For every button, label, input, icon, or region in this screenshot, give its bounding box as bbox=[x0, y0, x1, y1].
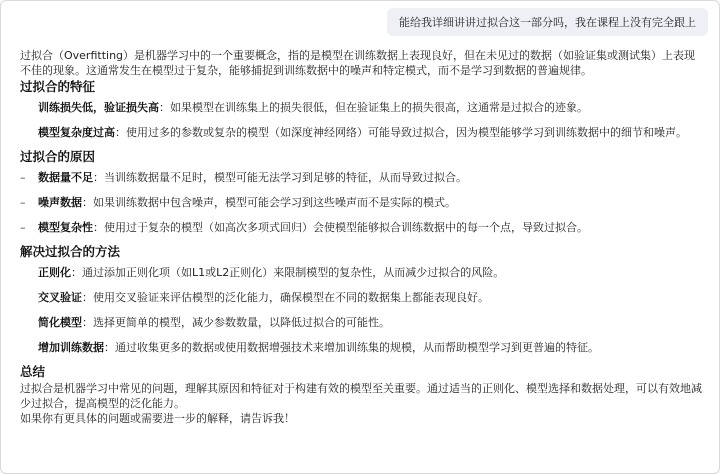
summary-paragraph: 过拟合是机器学习中常见的问题，理解其原因和特征对于构建有效的模型至关重要。通过适当的正则化、模型选择和数据处理，可以有效地减少过拟合，提高模型的泛化能力。 bbox=[20, 382, 702, 410]
summary-heading: 总结 bbox=[20, 364, 46, 379]
user-message-text: 能给我详细讲讲过拟合这一部分吗，我在课程上没有完全跟上 bbox=[399, 16, 696, 29]
cause-item bbox=[20, 195, 704, 210]
assistant-response bbox=[20, 48, 704, 426]
feature-item bbox=[20, 100, 704, 115]
solution-text: ：通过添加正则化项（如L1或L2正则化）来限制模型的复杂性，从而减少过拟合的风险。 bbox=[71, 266, 505, 279]
solution-item bbox=[20, 340, 704, 355]
closing-paragraph: 如果你有更具体的问题或需要进一步的解释，请告诉我！ bbox=[20, 412, 295, 425]
cause-label: 噪声数据 bbox=[38, 196, 82, 209]
list-dash: – bbox=[20, 221, 26, 234]
solution-item bbox=[20, 315, 704, 330]
features-heading: 过拟合的特征 bbox=[20, 79, 96, 94]
cause-label: 数据量不足 bbox=[38, 171, 93, 184]
solution-label: 增加训练数据 bbox=[38, 341, 104, 354]
cause-item bbox=[20, 170, 704, 185]
cause-text: ：使用过于复杂的模型（如高次多项式回归）会使模型能够拟合训练数据中的每一个点，导致过拟合。 bbox=[93, 221, 588, 234]
feature-item bbox=[20, 125, 704, 140]
list-dash: – bbox=[20, 196, 26, 209]
solution-item bbox=[20, 290, 704, 305]
cause-text: ：如果训练数据中包含噪声，模型可能会学习到这些噪声而不是实际的模式。 bbox=[82, 196, 456, 209]
list-dash: – bbox=[20, 171, 26, 184]
causes-heading: 过拟合的原因 bbox=[20, 149, 96, 164]
solution-label: 交叉验证 bbox=[38, 291, 82, 304]
solutions-heading: 解决过拟合的方法 bbox=[20, 244, 121, 259]
cause-text: ：当训练数据量不足时，模型可能无法学习到足够的特征，从而导致过拟合。 bbox=[93, 171, 467, 184]
solution-label: 简化模型 bbox=[38, 316, 82, 329]
cause-label: 模型复杂性 bbox=[38, 221, 93, 234]
feature-text: ：如果模型在训练集上的损失很低，但在验证集上的损失很高，这通常是过拟合的迹象。 bbox=[159, 101, 588, 114]
user-message-bubble bbox=[387, 8, 708, 36]
feature-label: 模型复杂度过高 bbox=[38, 126, 115, 139]
cause-item bbox=[20, 220, 704, 235]
solution-label: 正则化 bbox=[38, 266, 71, 279]
solution-item bbox=[20, 265, 704, 280]
feature-label: 训练损失低，验证损失高 bbox=[38, 101, 159, 114]
intro-paragraph: 过拟合（Overfitting）是机器学习中的一个重要概念，指的是模型在训练数据上表现良好，但在未见过的数据（如验证集或测试集）上表现不佳的现象。这通常发生在模型过于复杂，能够捕捉到训练数据中的噪声和特定模式，而不是学习到数据的普遍规律。 bbox=[20, 49, 696, 77]
feature-text: ：使用过多的参数或复杂的模型（如深度神经网络）可能导致过拟合，因为模型能够学习到训练数据中的细节和噪声。 bbox=[115, 126, 687, 139]
solution-text: ：通过收集更多的数据或使用数据增强技术来增加训练集的规模，从而帮助模型学习到更普遍的特征。 bbox=[104, 341, 599, 354]
solution-text: ：使用交叉验证来评估模型的泛化能力，确保模型在不同的数据集上都能表现良好。 bbox=[82, 291, 489, 304]
solution-text: ：选择更简单的模型，减少参数数量，以降低过拟合的可能性。 bbox=[82, 316, 390, 329]
